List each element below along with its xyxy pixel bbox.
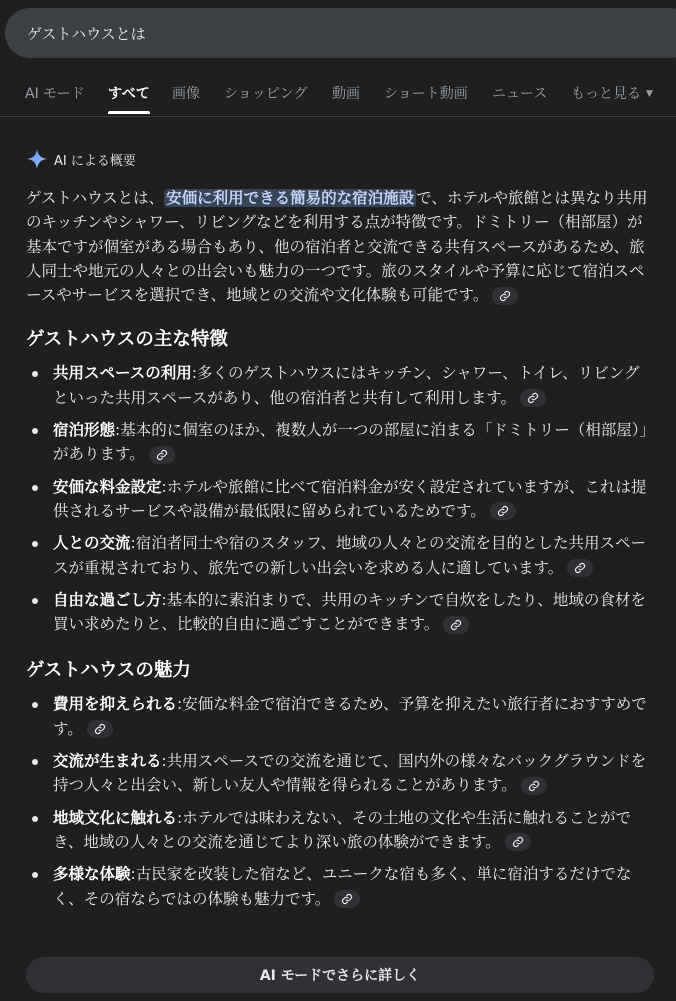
item-text: :宿泊者同士や宿のスタッフ、地域の人々との交流を目的とした共用スペースが重視されており、旅先での新しい出会いを求める人に適しています。 <box>53 534 647 577</box>
tab-more[interactable] <box>571 84 653 114</box>
section-heading-appeal: ゲストハウスの魅力 <box>26 660 191 682</box>
list-item <box>26 361 654 410</box>
link-icon[interactable] <box>334 890 360 908</box>
appeal-list <box>26 692 654 910</box>
link-icon[interactable] <box>567 559 593 577</box>
tab-all[interactable]: すべて <box>108 84 150 114</box>
overview-intro <box>26 186 654 307</box>
intro-before: ゲストハウスとは、 <box>26 189 165 207</box>
intro-highlight: 安価に利用できる簡易的な宿泊施設 <box>166 189 415 207</box>
item-term: 交流が生まれる <box>53 752 162 771</box>
intro-after: で、ホテルや旅館とは異なり共用のキッチンやシャワー、リビングなどを利用する点が特徴です。ドミトリー（相部屋）が基本ですが個室がある場合もあり、他の宿泊者と交流できる共有スペースがあるため、旅人同士や地元の人々との出会いも魅力の一つです。旅のスタイルや予算に応じて宿泊スペースやサービスを選択でき、地域との交流や文化体験も可能です。 <box>26 189 648 305</box>
link-icon[interactable] <box>505 833 531 851</box>
tab-videos[interactable]: 動画 <box>332 86 360 102</box>
link-icon[interactable] <box>520 389 546 407</box>
search-input[interactable] <box>5 8 676 58</box>
search-query[interactable]: ゲストハウスとは <box>27 24 146 43</box>
tabs-divider <box>0 116 676 117</box>
item-text: :安価な料金で宿泊できるため、予算を抑えたい旅行者におすすめです。 <box>53 695 647 738</box>
item-text: :ホテルや旅館に比べて宿泊料金が安く設定されていますが、これは提供されるサービスや設備が最低限に留められているためです。 <box>53 477 647 520</box>
list-item <box>26 531 654 580</box>
ai-mode-more-label: AI モードでさらに詳しく <box>259 968 421 984</box>
tab-shopping[interactable]: ショッピング <box>224 86 308 102</box>
list-item <box>26 588 654 637</box>
tab-news[interactable]: ニュース <box>492 86 548 102</box>
tab-more-label: もっと見る <box>571 86 641 102</box>
item-text: :共用スペースでの交流を通じて、国内外の様々なバックグラウンドを持つ人々と出会い、新しい友人や情報を得られることがあります。 <box>53 752 647 795</box>
link-icon[interactable] <box>87 720 113 738</box>
list-item <box>26 475 654 524</box>
item-term: 宿泊形態 <box>53 421 116 440</box>
item-text: :基本的に個室のほか、複数人が一つの部屋に泊まる「ドミトリー（相部屋）」があります。 <box>53 421 648 464</box>
tab-short-videos[interactable]: ショート動画 <box>384 86 468 102</box>
search-tabs <box>0 84 676 118</box>
tab-ai-mode[interactable]: AI モード <box>25 86 85 102</box>
item-term: 共用スペースの利用 <box>53 364 192 383</box>
gemini-spark-icon <box>26 148 48 170</box>
item-text: :古民家を改装した宿など、ユニークな宿も多く、単に宿泊するだけでなく、その宿ならではの体験も魅力です。 <box>53 865 632 908</box>
link-icon[interactable] <box>149 446 175 464</box>
ai-overview-header <box>26 148 136 170</box>
link-icon[interactable] <box>443 616 469 634</box>
item-term: 自由な過ごし方 <box>53 590 162 609</box>
section-heading-features: ゲストハウスの主な特徴 <box>26 329 228 351</box>
list-item <box>26 862 654 911</box>
list-item <box>26 806 654 855</box>
item-term: 人との交流 <box>53 534 131 553</box>
item-term: 地域文化に触れる <box>53 808 178 827</box>
caret-down-icon: ▼ <box>646 89 653 99</box>
list-item <box>26 692 654 741</box>
item-text: :ホテルでは味わえない、その土地の文化や生活に触れることができ、地域の人々との交流を通じてより深い旅の体験ができます。 <box>53 808 631 851</box>
item-text: :基本的に素泊まりで、共用のキッチンで自炊をしたり、地域の食材を買い求めたりと、比較的自由に過ごすことができます。 <box>53 590 646 634</box>
ai-overview-content <box>26 186 654 911</box>
link-icon[interactable] <box>490 502 516 520</box>
link-icon[interactable] <box>521 777 547 795</box>
top-bar <box>0 0 676 118</box>
item-text: :多くのゲストハウスにはキッチン、シャワー、トイレ、リビングといった共用スペースがあり、他の宿泊者と共有して利用します。 <box>53 364 640 407</box>
list-item <box>26 749 654 798</box>
list-item <box>26 418 654 467</box>
ai-overview-title: AI による概要 <box>54 153 136 169</box>
tab-images[interactable]: 画像 <box>172 86 200 102</box>
item-term: 費用を抑えられる <box>53 695 178 714</box>
item-term: 安価な料金設定 <box>53 477 162 496</box>
features-list <box>26 361 654 636</box>
item-term: 多様な体験 <box>53 865 131 884</box>
ai-mode-more-button[interactable] <box>26 957 654 993</box>
link-icon[interactable] <box>492 287 518 305</box>
